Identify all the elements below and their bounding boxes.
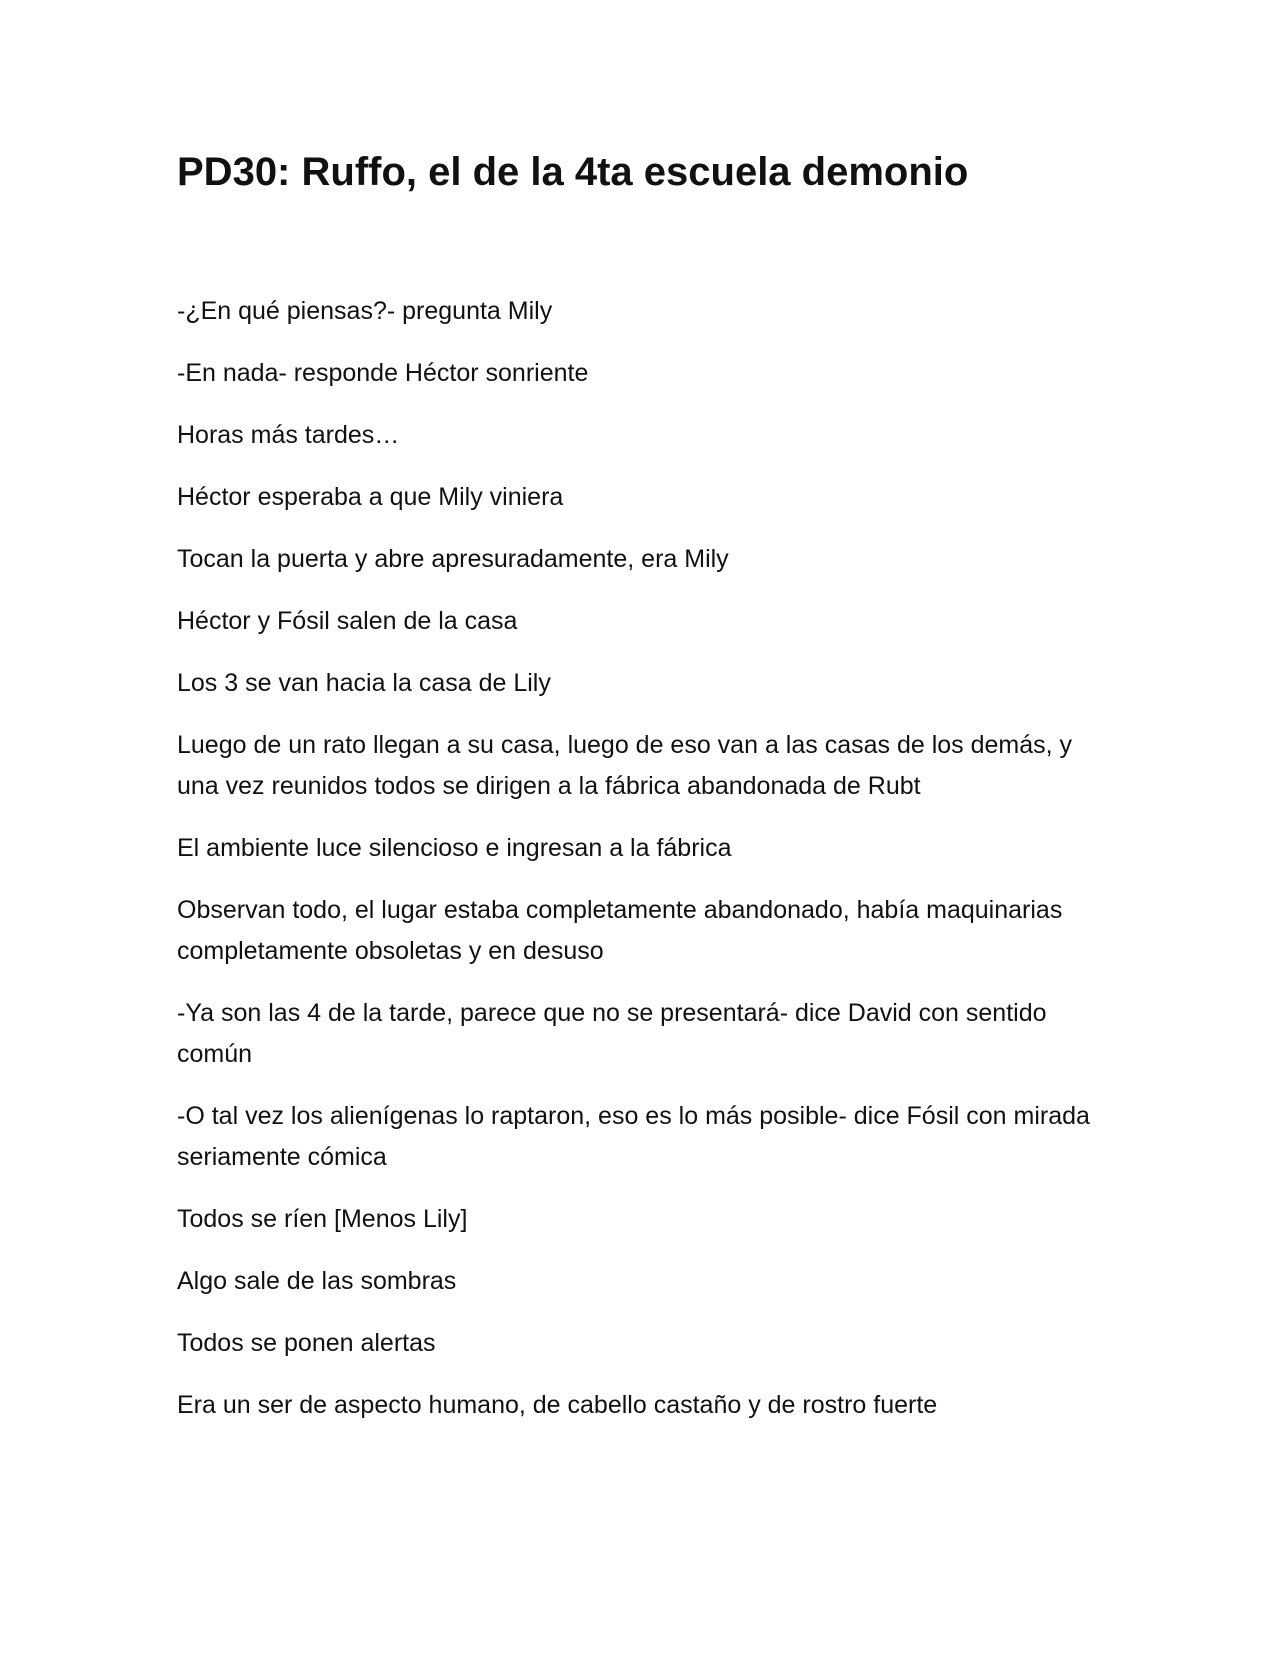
- paragraph: Los 3 se van hacia la casa de Lily: [177, 669, 551, 697]
- paragraph: Héctor esperaba a que Mily viniera: [177, 483, 564, 511]
- paragraph: El ambiente luce silencioso e ingresan a la fábrica: [177, 834, 732, 862]
- paragraph: Algo sale de las sombras: [177, 1267, 457, 1295]
- paragraph: Era un ser de aspecto humano, de cabello castaño y de rostro fuerte: [177, 1391, 938, 1419]
- document-title: PD30: Ruffo, el de la 4ta escuela demonio: [177, 150, 969, 194]
- paragraph: Luego de un rato llegan a su casa, luego de eso van a las casas de los demás, y una vez reunidos todos se dirigen a la fábrica abandonada de Rubt: [177, 731, 1073, 800]
- paragraph: Héctor y Fósil salen de la casa: [177, 607, 518, 635]
- paragraph: Todos se ponen alertas: [177, 1329, 436, 1357]
- paragraph: Tocan la puerta y abre apresuradamente, era Mily: [177, 545, 729, 573]
- paragraph: -En nada- responde Héctor sonriente: [177, 359, 589, 387]
- paragraph: Horas más tardes…: [177, 421, 400, 449]
- paragraph: Todos se ríen [Menos Lily]: [177, 1205, 468, 1233]
- paragraph: -O tal vez los alienígenas lo raptaron, eso es lo más posible- dice Fósil con mirada seriamente cómica: [177, 1102, 1090, 1171]
- paragraph: Observan todo, el lugar estaba completamente abandonado, había maquinarias completamente obsoletas y en desuso: [177, 896, 1063, 965]
- paragraph: -¿En qué piensas?- pregunta Mily: [177, 297, 553, 325]
- paragraph: -Ya son las 4 de la tarde, parece que no se presentará- dice David con sentido común: [177, 999, 1047, 1068]
- document-body: [177, 291, 1107, 1447]
